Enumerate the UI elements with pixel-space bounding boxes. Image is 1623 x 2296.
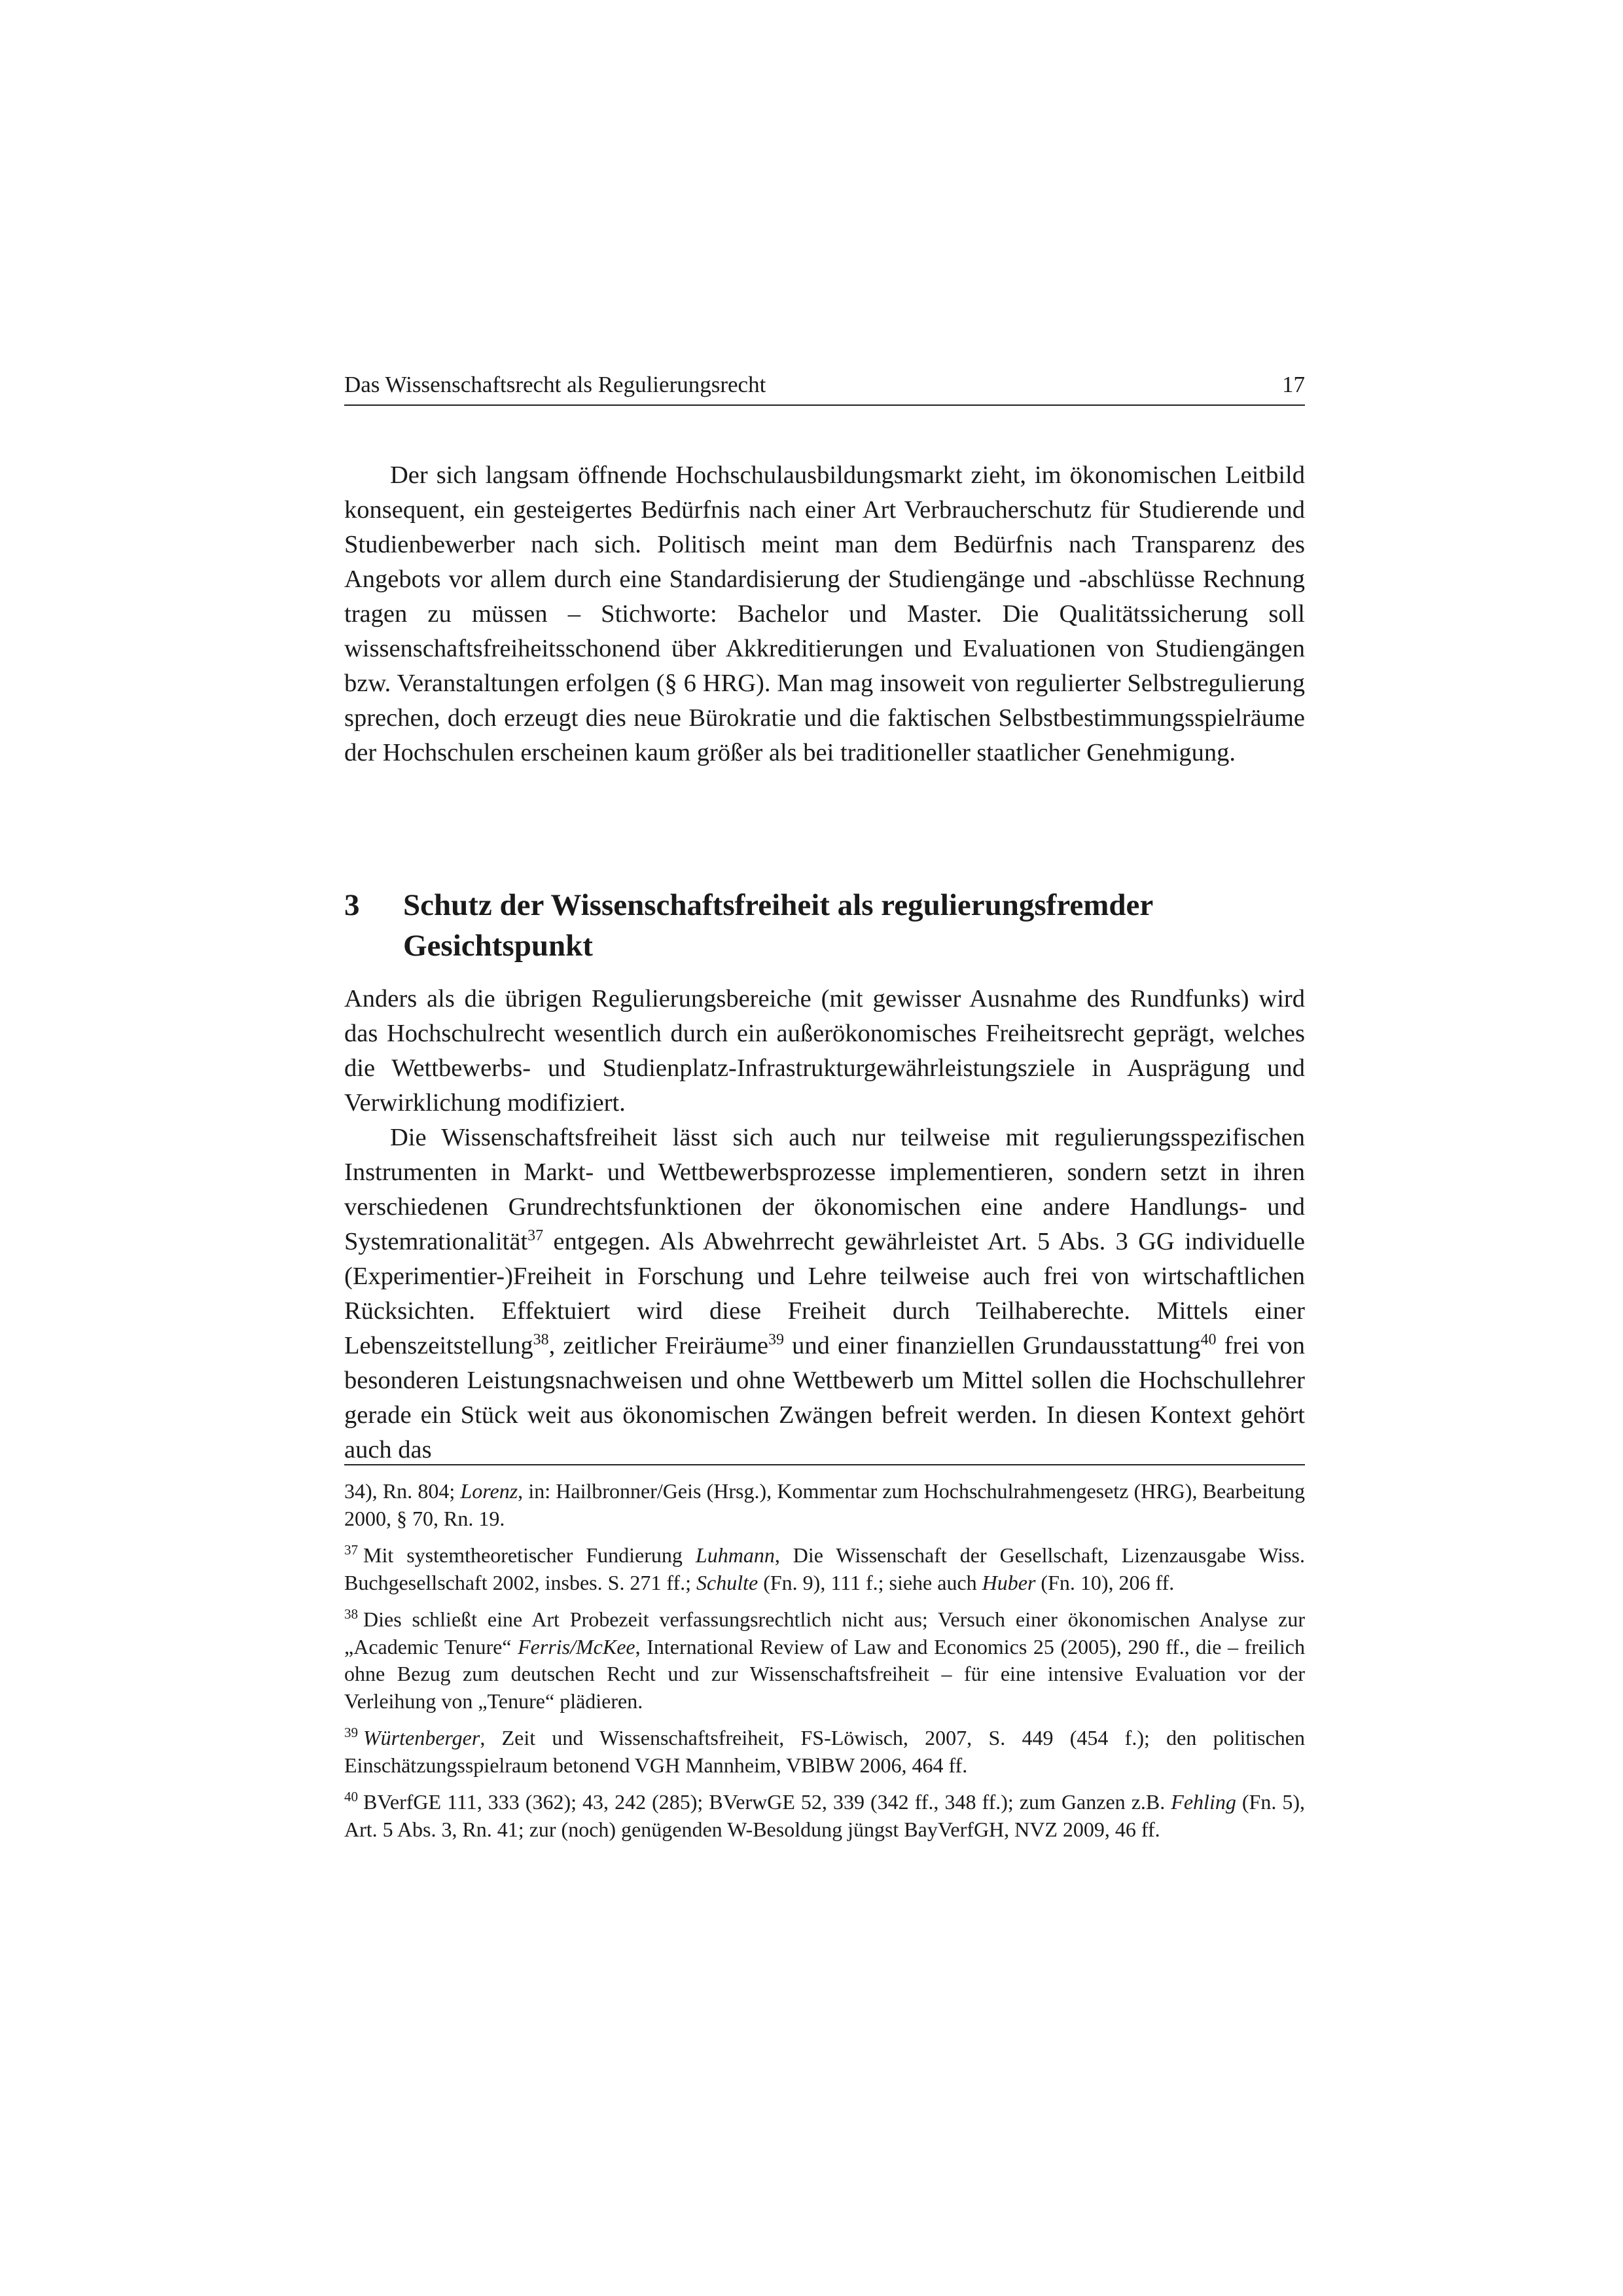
section-heading <box>344 885 1305 966</box>
text-run: Die Wissenschaftsfreiheit lässt sich auch nur teilweise mit regulierungsspezifischen Instrumenten in Markt- und Wettbewerbsprozesse implementieren, sondern setzt in ihren verschiedenen Grundrechtsfunktionen der ökonomischen eine andere Handlungs- und Systemrationalität <box>344 1124 1305 1255</box>
paragraph-regulation-areas: Anders als die übrigen Regulierungsbereiche (mit gewisser Ausnahme des Rundfunks) wird das Hochschulrecht wesentlich durch ein außerökonomisches Freiheitsrecht geprägt, welches die Wettbewerbs- und Studienplatz-Infrastrukturgewährleistungsziele in Ausprägung und Verwirklichung modifiziert. <box>344 985 1305 1117</box>
text-run: , in: Hailbronner/Geis (Hrsg.), Kommentar zum Hochschulrahmengesetz (HRG), Bearbeitung 2000, § 70, Rn. 19. <box>344 1479 1306 1530</box>
footnote-divider <box>344 1464 1305 1465</box>
author-name: Lorenz <box>460 1479 518 1503</box>
body-block-2 <box>344 982 1305 1467</box>
footnote-40 <box>344 1789 1305 1843</box>
running-title: Das Wissenschaftsrecht als Regulierungsrecht <box>344 372 766 397</box>
footnote-ref-37[interactable]: 37 <box>527 1227 544 1244</box>
paragraph-science-freedom <box>344 1121 1305 1467</box>
footnote-37 <box>344 1542 1305 1596</box>
footnote-continuation <box>344 1478 1305 1532</box>
text-run: , Zeit und Wissenschaftsfreiheit, FS-Löwisch, 2007, S. 449 (454 f.); den politischen Einschätzungsspielraum betonend VGH Mannheim, VBlBW 2006, 464 ff. <box>344 1726 1305 1777</box>
footnote-number: 40 <box>344 1789 358 1804</box>
text-run: Dies schließt eine Art Probezeit verfassungsrechtlich nicht aus; Versuch einer ökonomischen Analyse zur „Academic Tenure“ <box>344 1607 1305 1659</box>
text-run: BVerfGE 111, 333 (362); 43, 242 (285); BVerwGE 52, 339 (342 ff., 348 ff.); zum Ganzen z.B. <box>363 1790 1171 1814</box>
text-run: und einer finanziellen Grundausstattung <box>783 1332 1201 1359</box>
text-run: entgegen. Als Abwehrrecht gewährleistet Art. 5 Abs. 3 GG individuelle (Experimentier-)Freiheit in Forschung und Lehre teilweise auch frei von wirtschaftlichen Rücksichten. Effektuiert wird diese Freiheit durch Teilhaberechte. Mittels einer Lebenszeitstellung <box>344 1228 1305 1359</box>
author-name: Huber <box>982 1570 1036 1594</box>
author-name: Fehling <box>1171 1790 1236 1814</box>
text-run: Mit systemtheoretischer Fundierung <box>363 1543 696 1567</box>
running-header <box>344 370 1305 406</box>
author-name: Luhmann <box>695 1543 775 1567</box>
footnote-number: 37 <box>344 1542 358 1558</box>
text-run: , zeitlicher Freiräume <box>548 1332 768 1359</box>
author-name: Würtenberger <box>363 1726 480 1749</box>
section-title: Schutz der Wissenschaftsfreiheit als regulierungsfremder Gesichtspunkt <box>403 888 1153 963</box>
section-number: 3 <box>344 888 360 922</box>
author-name: Schulte <box>696 1570 758 1594</box>
author-name: Ferris/McKee <box>518 1634 635 1659</box>
footnote-number: 39 <box>344 1725 358 1740</box>
text-run: frei von besonderen Leistungsnachweisen und ohne Wettbewerb um Mittel sollen die Hochschullehrer gerade ein Stück weit aus ökonomischen Zwängen befreit werden. In diesen Kontext gehört auch das <box>344 1332 1305 1463</box>
text-run: (Fn. 9), 111 f.; siehe auch <box>758 1570 982 1594</box>
text-run: (Fn. 10), 206 ff. <box>1035 1570 1175 1594</box>
text-run: (Fn. 5), Art. 5 Abs. 3, Rn. 41; zur (noch) genügenden W-Besoldung jüngst BayVerfGH, NVZ 2009, 46 ff. <box>344 1790 1306 1841</box>
footnote-number: 38 <box>344 1606 358 1622</box>
footnote-ref-40[interactable]: 40 <box>1200 1331 1217 1348</box>
footnote-38 <box>344 1606 1305 1715</box>
footnotes <box>344 1478 1305 1853</box>
footnote-ref-39[interactable]: 39 <box>768 1331 784 1348</box>
text-run: , International Review of Law and Economics 25 (2005), 290 ff., die – freilich ohne Bezug zum deutschen Recht und zur Wissenschaftsfreiheit – für eine intensive Evaluation vor der Verleihung von „Tenure“ plädieren. <box>344 1634 1306 1713</box>
text-run: 34), Rn. 804; <box>344 1479 461 1503</box>
paragraph-consumer-protection: Der sich langsam öffnende Hochschulausbildungsmarkt zieht, im ökonomischen Leitbild konsequent, ein gesteigertes Bedürfnis nach einer Art Verbraucherschutz für Studierende und Studienbewerber nach sich. Politisch meint man dem Bedürfnis nach Transparenz des Angebots vor allem durch eine Standardisierung der Studiengänge und -abschlüsse Rechnung tragen zu müssen – Stichworte: Bachelor und Master. Die Qualitätssicherung soll wissenschaftsfreiheitsschonend über Akkreditierungen und Evaluationen von Studiengängen bzw. Veranstaltungen erfolgen (§ 6 HRG). Man mag insoweit von regulierter Selbstregulierung sprechen, doch erzeugt dies neue Bürokratie und die faktischen Selbstbestimmungsspielräume der Hochschulen erscheinen kaum größer als bei traditioneller staatlicher Genehmigung. <box>344 461 1305 766</box>
page-number: 17 <box>1282 372 1305 397</box>
text-run: , Die Wissenschaft der Gesellschaft, Lizenzausgabe Wiss. Buchgesellschaft 2002, insbes. S. 271 ff.; <box>344 1543 1305 1594</box>
footnote-39 <box>344 1725 1305 1779</box>
footnote-ref-38[interactable]: 38 <box>533 1331 549 1348</box>
body-block-1 <box>344 458 1305 770</box>
